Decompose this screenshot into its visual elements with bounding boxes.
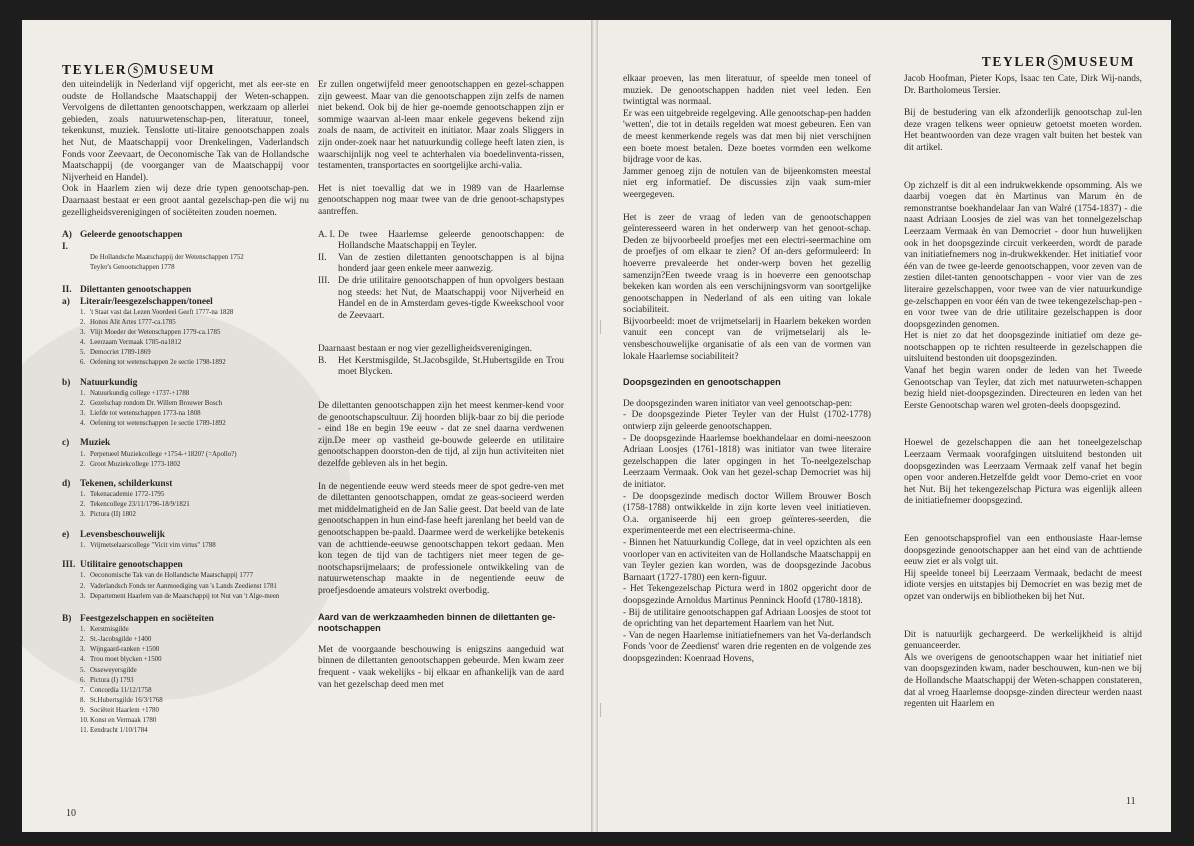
outline-item-text: Konst en Vermaak 1780 [90,717,157,724]
outline-item [80,253,309,263]
type-list [318,230,564,323]
outline-item [80,500,309,510]
outline-item [80,419,309,429]
outline-item-text: Vlijt Moeder der Wetenschappen 1779-ca.1785 [90,329,221,337]
outline-item-text: Gezelschap rondom Dr. Willem Brouwer Bosch [90,400,223,407]
list-text: Het Kerstmisgilde, St.Jacobsgilde, St.Hubertsgilde en Trou moet Blycken. [338,355,564,378]
outline-items [80,571,309,601]
list-row [318,276,564,322]
outline-key: A) I. [62,230,72,252]
outline-item-text: Liefde tot wetenschappen 1773-na 1808 [90,410,201,418]
list-item: - Binnen het Natuurkundig College, dat in veel opzichten als een voorloper van en activiteiten van de Hollandsche Maatschappij en van Teyler gezien kan worden, was de doopsgezinde Jacobus Barnaart (1727-1780) een kern-figuur. [623,537,871,583]
paragraph: elkaar proeven, las men literatuur, of speelde men toneel of muziek. De genootschappen hadden niet veel leden. Een twintigtal was normaal. [623,74,871,108]
outline-item-number: 3. [80,646,86,654]
outline-item [80,450,309,460]
outline-item-text: Pictura (I) 1793 [90,676,134,684]
paragraph: Dit is natuurlijk gechargeerd. De werkelijkheid is altijd genuanceerder. [904,629,1142,652]
section-heading: Doopsgezinden en genootschappen [623,377,781,388]
list-text: De drie utilitaire genootschappen of hun opvolgers bestaan nog steeds: het Nut, de Maatschappij voor Nijverheid en Handel en de in Amsterdam geves-tigde Kweekschool voor de Zeevaart. [338,275,564,321]
outline-item-text: Leerzaam Vermaak 1785-na1812 [90,339,182,347]
outline-item-text: Perpetueel Muziekcollege +1754-+1820? (=Apollo?) [90,450,237,458]
list-item: - Bij de utilitaire genootschappen gaf Adriaan Loosjes de stoot tot de oprichting van het departement Haarlem van het Nut. [623,607,871,630]
outline-item-text: St.Hubertsgilde 16/3/1768 [90,696,163,704]
list-text: De twee Haarlemse geleerde genootschappen: de Hollandsche Maatschappij en Teyler. [338,229,564,252]
paragraph: Het is niet zo dat het doopsgezinde initiatief om deze ge-nootschappen op te richten resulteerde in gezelschappen die uitsluitend bestonden uit doopsgezinden. [904,331,1142,365]
outline-item-number: 5. [80,666,86,674]
outline-item-number: 6. [80,359,86,367]
paragraph: Het is niet toevallig dat we in 1989 van de Haarlemse genootschappen nog maar twee van de drie genoot-schapstypes aantreffen. [318,183,564,217]
outline-item [80,696,309,706]
outline-item-text: Democriet 1789-1869 [90,349,151,357]
outline-item-text: Osseweyersgilde [90,666,137,674]
outline-items [80,253,309,273]
paragraph: Ook in Haarlem zien wij deze drie typen genootschap-pen. Daarnaast bestaat er een groot aantal gezelschap-pen die wij nu gezelligheidsverenigingen of sociëteiten zouden noemen. [62,184,309,218]
fold-mark [600,703,601,717]
paragraph: De dilettanten genootschappen zijn het meest kenmer-kend voor de genootschapscultuur. Zij hoorden blijk-baar zo bij die periode - eind 18e en begin 19e eeuw - dat ze snel daarna verdwenen zijn.De meer op vastheid ge-bouwde geleerde en utilitaire genootschappen doorston-den de tijd, al zijn hun activiteiten niet dezelfde gebleven als in het begin. [318,401,564,470]
outline-item [80,666,309,676]
outline-item [80,625,309,635]
outline-item [80,263,309,273]
outline-heading [62,530,309,541]
outline-item-text: Groot Muziekcollege 1773-1802 [90,460,181,468]
outline-items [80,625,309,736]
outline-item [80,582,309,592]
outline-key: d) [62,478,71,489]
outline-item [80,541,309,551]
outline-heading [62,614,309,625]
outline-item-number: 6. [80,676,86,684]
outline-item-number: 10. [80,717,89,724]
outline-heading [62,560,309,571]
list-item: - De doopsgezinde Haarlemse boekhandelaar en domi-neeszoon Adriaan Loosjes (1761-1818) was initiator van twee literaire gezelschappen die later opgingen in het To-neelgezelschap Leerzaam Vermaak. Ook van het gezel-schap Democriet was hij de initiator. [623,433,871,490]
outline-title: Muziek [80,438,111,449]
outline-item [80,592,309,602]
outline-item [80,409,309,419]
outline-item-text: Departement Haarlem van de Maatschappij tot Nut van 't Alge-meen [90,592,280,600]
list-item: - De doopsgezinde medisch doctor Willem Brouwer Bosch (1758-1788) ontwikkelde in zijn korte leven veel initiatieven. O.a. organiseerde hij een groep geïnteres-seerden, die experimenteerde met een electriseerma-chine. [623,491,871,537]
outline-item-text: Tekenacademie 1772-1795 [90,491,165,499]
outline-item-text: Honos Alit Artes 1777-ca.1785 [90,319,176,327]
paragraph: Als we overigens de genootschappen waar het initiatief niet van doopsgezinden kwam, nader beschouwen, kun-nen we bij de Hollandsche Maatschappij der Weten-schappen constateren, dat al vroeg Haarlemse doopsge-zinden directeur werden naast regenten uit Haarlem en [904,652,1142,710]
museum-logo-right: TEYLER S MUSEUM [981,54,1135,69]
outline-item-number [80,253,90,263]
list-key: B. [318,355,327,366]
outline-title: Natuurkundig [80,377,138,388]
list-item: - Van de negen Haarlemse initiatiefnemers van het Va-derlandsch Fonds 'voor de Zeedienst' waren drie regenten en de volgende zes doopsgezinden: Koenraad Hovens, [623,630,871,664]
list-text: Van de zestien dilettanten genootschappen is al bijna honderd jaar geen enkele meer aanwezig. [338,252,564,275]
outline-item-number: 1. [80,389,86,397]
paragraph: In de negentiende eeuw werd steeds meer de spot gedre-ven met de dilettanten genootschappen, omdat ze geas-socieerd werden met middelmatigheid en de Jan Salie geest. Dat beeld van de late genootschappen in hun eind-fase heeft jarenlang het beeld van de genootschappen be-paald. Daarmee werd de werkelijke betekenis van de achttiende-eeuwse genootschappen tekort gedaan. Men kon tegen de tijd van de tachtigers niet meer tegen de ge-nootschapsrijmelaars; de professionele ontwikkeling van de natuurwetenschap maakte in de negentiende eeuw de proefjesdoende amateurs volstrekt overbodig. [318,481,564,596]
outline-item-text: Sociëteit Haarlem +1780 [90,706,159,714]
outline-items [80,308,309,369]
book-gutter [591,20,598,832]
outline-heading [62,297,309,308]
list-row [318,230,564,253]
outline-item-text: Oefening tot wetenschappen 1e sectie 1789-1892 [90,420,226,428]
paragraph: Er was een uitgebreide regelgeving. Alle genootschap-pen hadden 'wetten', die tot in details regelden wat moest gebeuren. Een van de meest kenmerkende regels was dat men bij niet verschijnen een boete moest betalen. Deze boetes vormden een welkome bijdrage voor de kas. [623,108,871,166]
outline-item-number: 2. [80,400,86,407]
outline-key: b) [62,377,71,388]
outline-item-text: Oefening tot wetenschappen 2e sectie 1798-1892 [90,359,226,367]
outline-item-text: Natuurkundig college +1737-+1788 [90,389,190,397]
outline-items [80,389,309,429]
paragraph: De doopsgezinden waren initiator van veel genootschap-pen: [623,398,853,409]
outline-item-number: 7. [80,686,86,694]
outline-item-text: St.-Jacobsgilde +1400 [90,636,152,644]
outline-item-number: 2. [80,460,86,468]
outline-item-number [80,263,90,273]
paragraph: Met de voorgaande beschouwing is enigszins aangeduid wat binnen de dilettanten genootschappen gebeurde. Men kwam zeer frequent - vaak wekelijks - bij elkaar en afhankelijk van de aard van het gezelschap deed men met [318,644,564,690]
list-key: A. I. [318,229,335,240]
list-key: III. [318,275,330,286]
outline-item [80,460,309,470]
column-2 [318,80,564,691]
page-number-right: 11 [1126,796,1136,807]
outline-item-number: 3. [80,329,86,337]
outline-item [80,399,309,409]
list-key: II. [318,252,327,263]
society-outline [62,230,309,736]
outline-item-number: 3. [80,592,86,600]
paragraph: Jammer genoeg zijn de notulen van de bijeenkomsten meestal niet erg informatief. De discussies zijn vaak sum-mier weergegeven. [623,166,871,200]
outline-heading [62,378,309,389]
outline-item [80,338,309,348]
outline-item-text: 't Staat vast dat Lezen Voordeel Geeft 1777-na 1828 [90,308,234,316]
outline-key: e) [62,529,70,540]
outline-item [80,655,309,665]
paragraph: Bijvoorbeeld: moet de vrijmetselarij in Haarlem bekeken worden vanuit een concept van de vrijmetselarij als le-vensbeschouwelijke organisatie of als een van de vormen van lokale Haarlemse sociabiliteit? [623,316,871,362]
outline-item-number: 11. [80,727,89,735]
outline-item-number: 1. [80,308,86,316]
outline-title: Utilitaire genootschappen [80,560,183,571]
paragraph: den uiteindelijk in Nederland vijf opgericht, met als eer-ste en oudste de Hollandsche Maatschappij der Weten-schappen. Vervolgens de dilettanten genootschappen, werkzaam op allerlei gebieden, zoals natuurwetenschap-pen, literatuur, toneel, tekenkunst, muziek. Tenslotte uti-litaire genootschappen zoals het Nut, de Maatschappij voor Drenkelingen, Vaderlandsch Fonds voor Zeevaart, de Oeconomische Tak van de Hollandsche Maatschappij (de voorganger van de Maatschappij voor Nijverheid en Handel). [62,80,309,183]
outline-item [80,645,309,655]
outline-title: Levensbeschouwelijk [80,529,165,540]
outline-item [80,635,309,645]
outline-item-number: 2. [80,636,86,644]
outline-item [80,676,309,686]
outline-item-number: 2. [80,319,86,327]
outline-item-number: 2. [80,582,86,590]
outline-items [80,490,309,520]
outline-heading [62,438,309,449]
right-page [598,20,1171,832]
outline-item-number: 9. [80,706,86,714]
outline-item-text: Teyler's Genootschappen 1778 [90,264,175,272]
paragraph: Op zichzelf is dit al een indrukwekkende opsomming. Als we daarbij voegen dat èn Martinus van Marum èn de remonstrantse boekhandelaar Jan van Walré (1754-1837) - die naast Adriaan Loosjes de ziel was van het tonnelgezelschap Leerzaam Vermaak èn van Democriet - door hun huwelijken ook in het doopsgezinde circuit verkeerden, wordt de parade van initiatiefnemers nog in-drukwekkender. Het initiatief voor één van de twee ge-leerde genootschappen, voor zeven van de zestien dilet-tanten genootschappen - voor vier van de zes literaire gezelschappen, voor twee van de vier natuurkundige ge-zelschappen en voor één van de twee tekengezelschap-pen - en voor twee van de drie utilitaire gezelschappen is door doopsgezinden genomen. [904,180,1142,330]
paragraph: Er zullen ongetwijfeld meer genootschappen en gezel-schappen zijn geweest. Maar van die genootschappen zijn zelfs de namen niet bekend. Ook bij de hier ge-noemde genootschappen zijn er sommige waarvan al-leen maar enkele gegevens bekend zijn zoals de naam, de activiteit en initiator. Maar zoals Sliggers in zijn onder-zoek naar het natuurkundig college heeft laten zien, is waarschijnlijk nog veel te achterhalen via boedelinventa-rissen, testamenten, transportactes en soortgelijke archi-valia. [318,80,564,172]
page-number-left: 10 [66,808,76,819]
outline-item [80,726,309,736]
outline-title: Feestgezelschappen en sociëteiten [80,613,214,624]
outline-item [80,510,309,520]
outline-item [80,490,309,500]
list-row [318,356,564,379]
outline-title: Geleerde genootschappen [80,230,183,241]
outline-key: a) [62,296,70,307]
outline-item-text: Wijngaard-ranken +1500 [90,646,160,654]
outline-title: Dilettanten genootschappen [80,285,192,296]
outline-item-text: Oeconomische Tak van de Hollandsche Maatschappij 1777 [90,572,254,580]
outline-item-number: 4. [80,339,86,347]
outline-item [80,686,309,696]
paragraph: Hoewel de gezelschappen die aan het toneelgezelschap Leerzaam Vermaak voorafgingen uitsluitend bestonden uit doopsgezinden was Leerzaam Vermaak zelf vanaf het begin open voor anderen.Hetzelfde geldt voor Demo-criet en voor het Nut. Bij het tekengezelschap Pictura was eigenlijk alleen de initiatiefnemer doopsgezind. [904,438,1142,507]
outline-item [80,328,309,338]
outline-item-text: Eendracht 1/10/1784 [90,727,148,735]
paragraph: Het is zeer de vraag of leden van de genootschappen geïnteresseerd waren in het onderwerp van het genoot-schap. Deden ze bijvoorbeeld proefjes met een electri-seermachine om de proefjes of om elkaar te zien? Of an-ders geformuleerd: In hoeverre prevaleerde het onder-werp boven het gezellig samenzijn?Een tweede vraag is in hoeverre een genootschap bekeken kan worden als een verschijningsvorm van soortgelijke genootschappen in Nederland of als een uiting van lokale sociabiliteit. [623,212,871,316]
outline-item-number: 1. [80,626,86,634]
outline-item-number: 3. [80,410,86,418]
outline-item [80,706,309,716]
fold-mark [600,320,601,334]
list-row [318,253,564,276]
outline-item-text: Vaderlandsch Fonds ter Aanmoediging van 's Lands Zeedienst 1781 [90,582,277,590]
outline-item [80,348,309,358]
outline-item-number: 1. [80,450,86,458]
outline-item-text: Trou moet blycken +1500 [90,656,162,664]
outline-item-number: 2. [80,501,86,509]
outline-item-number: 5. [80,349,86,357]
column-4 [904,74,1142,711]
museum-logo-left: TEYLER S MUSEUM [62,62,216,77]
outline-item [80,716,309,726]
outline-item-number: 1. [80,541,86,549]
section-heading: Aard van de werkzaamheden binnen de dilettanten ge-nootschappen [318,611,556,634]
type-list-b [318,356,564,379]
outline-item-text: Pictura (II) 1802 [90,511,136,519]
outline-heading [62,479,309,490]
left-page [22,20,591,832]
outline-item-text: De Hollandsche Maatschappij der Wetenschappen 1752 [90,253,244,261]
paragraph: Bij de bestudering van elk afzonderlijk genootschap zul-len deze vragen telkens weer opnieuw getoetst moeten worden. Het beantwoorden van deze vragen valt buiten het bestek van dit artikel. [904,108,1142,153]
outline-item-text: Tekencollege 23/11/1796-18/9/1821 [90,501,190,509]
outline-item-text: Concordia 11/12/1758 [90,686,152,694]
paragraph: Vanaf het begin waren onder de leden van het Tweede Genootschap van Teyler, dat zich met natuurweten-schappen bezig hield niet-doopsgezinden. Directeuren en leden van het Eerste Genootschap waren wel groten-deels doopsgezind. [904,366,1142,411]
outline-item [80,389,309,399]
logo-emblem: S [1048,55,1063,70]
outline-item-number: 3. [80,511,86,519]
outline-key: c) [62,438,70,449]
outline-title: Tekenen, schilderkunst [80,478,173,489]
outline-item-number: 4. [80,420,86,428]
outline-key: II. [62,285,72,296]
outline-key: B) [62,613,72,624]
outline-heading [62,285,309,296]
outline-item [80,318,309,328]
outline-item-number: 1. [80,491,86,499]
outline-item-number: 1. [80,572,86,580]
outline-items [80,450,309,470]
column-3 [623,74,871,666]
list-item: - De doopsgezinde Pieter Teyler van der Hulst (1702-1778) ontwierp zijn geleerde genootschappen. [623,410,871,433]
outline-item-text: Kerstmisgilde [90,626,129,634]
outline-key: III. [62,560,76,571]
outline-title: Literair/leesgezelschappen/toneel [80,296,213,307]
paragraph: Hij speelde toneel bij Leerzaam Vermaak, bedacht de meest idiote versjes en uitstapjes bij Democriet en was bezig met de opzet van onderwijs en bibliotheken bij het Nut. [904,568,1142,602]
outline-item-number: 8. [80,696,86,704]
outline-item-text: Vrijmetselaarscollege "Vicit vim virtus" 1788 [90,541,216,549]
column-1 [62,80,309,736]
paragraph: Jacob Hoofman, Pieter Kops, Isaac ten Cate, Dirk Wij-nands, Dr. Bartholomeus Tersier. [904,74,1142,96]
outline-item-number: 4. [80,656,86,664]
list-item: - Het Tekengezelschap Pictura werd in 1802 opgericht door de doopsgezinde Arnoldus Martinus Penninck Hoofd (1780-1818). [623,584,871,606]
outline-item [80,571,309,581]
paragraph: Een genootschapsprofiel van een enthousiaste Haar-lemse doopsgezinde genootschapper aan het eind van de achttiende eeuw ziet er als volgt uit. [904,534,1142,568]
logo-emblem: S [128,63,143,78]
outline-heading [62,230,309,253]
outline-item [80,358,309,368]
outline-item [80,308,309,318]
paragraph: Daarnaast bestaan er nog vier gezelligheidsverenigingen. [318,344,532,355]
outline-items [80,541,309,551]
